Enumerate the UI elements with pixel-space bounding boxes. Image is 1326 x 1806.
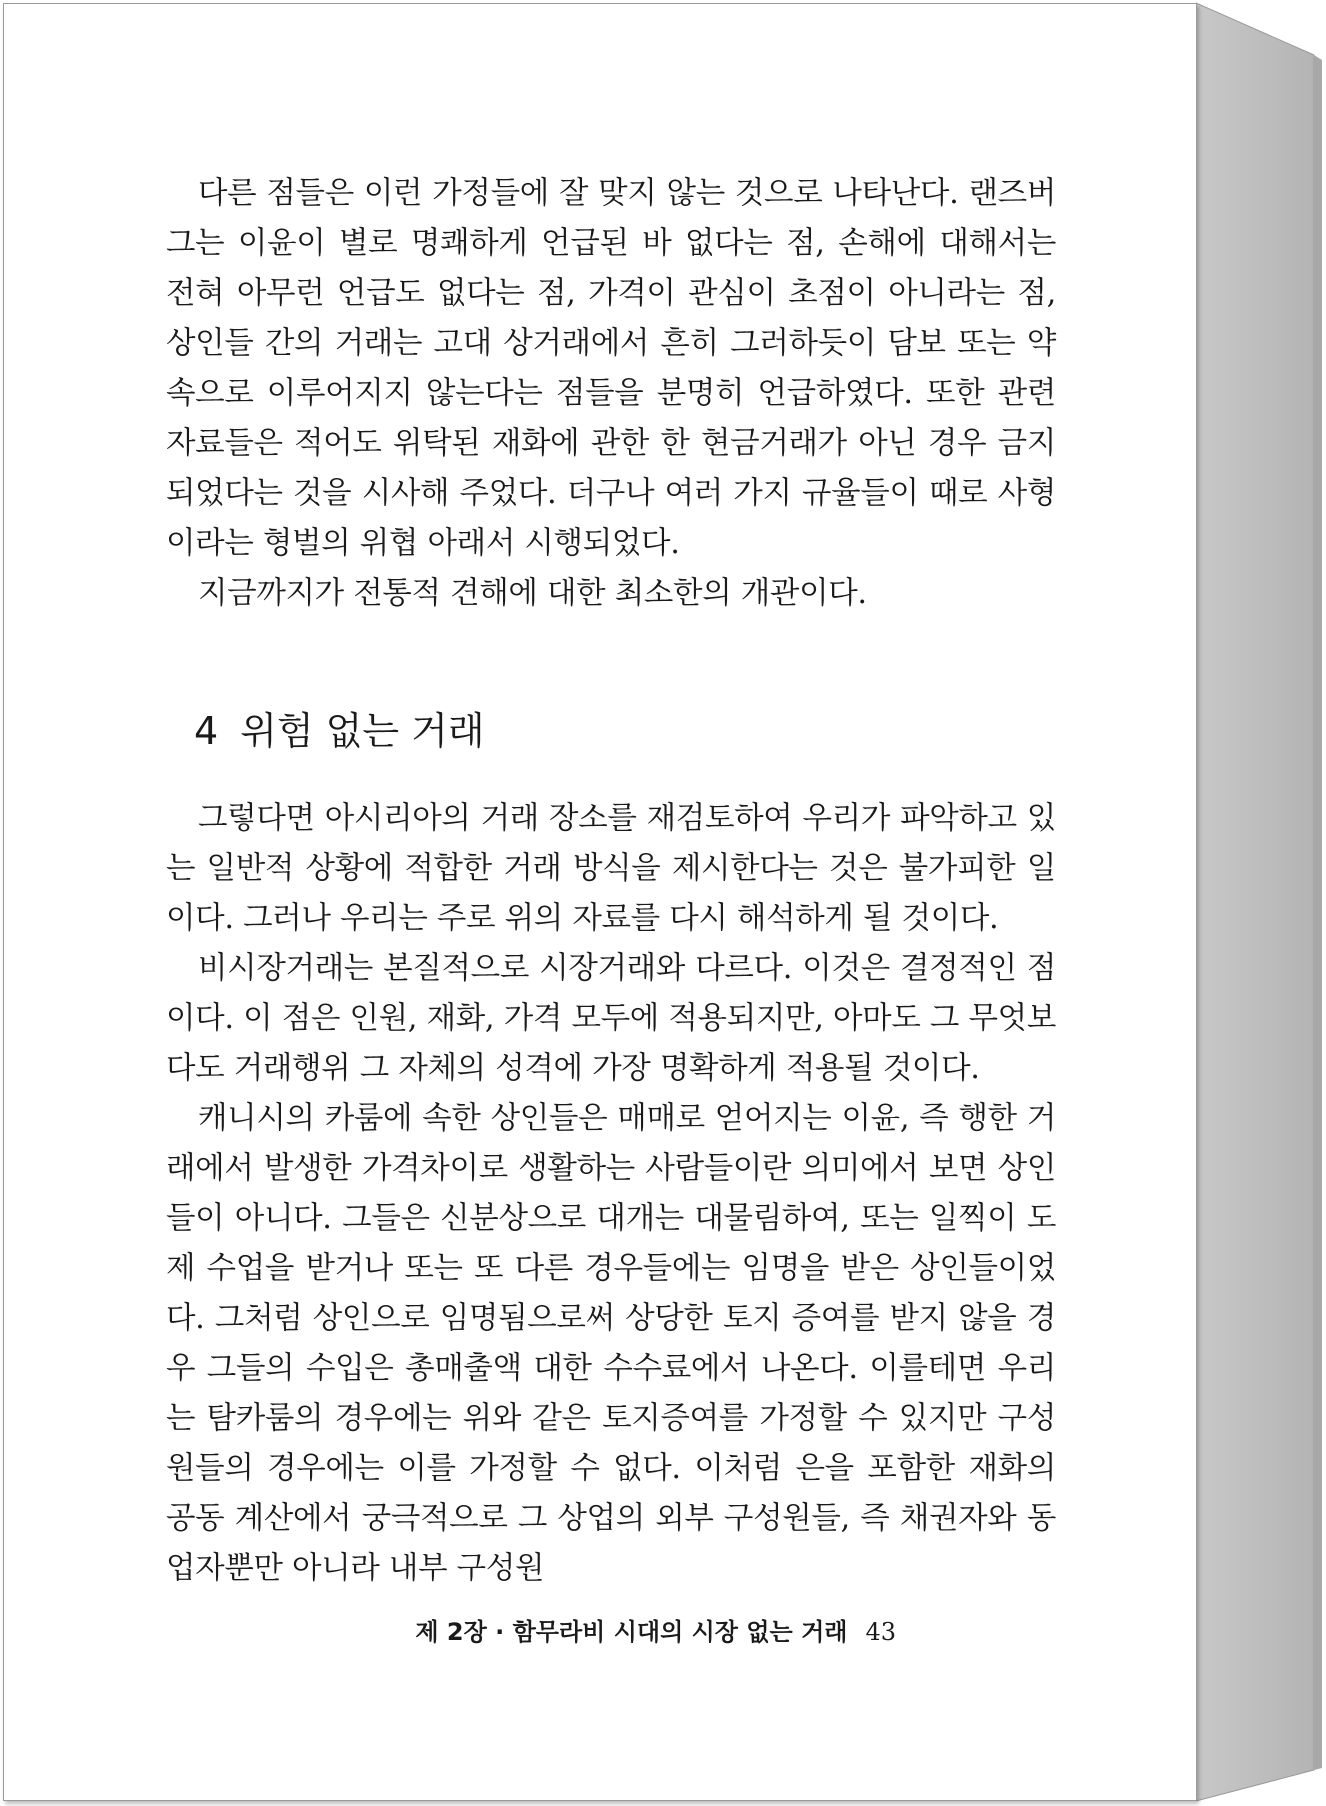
running-head: 제 2장 · 함무라비 시대의 시장 없는 거래 (415, 1618, 848, 1646)
section-heading (194, 706, 485, 756)
paragraph: 다른 점들은 이런 가정들에 잘 맞지 않는 것으로 나타난다. 랜즈버그는 이윤이 별로 명쾌하게 언급된 바 없다는 점, 손해에 대해서는 전혀 아무런 언급도 없다는 점, 가격이 관심이 초점이 아니라는 점, 상인들 간의 거래는 고대 상거래에서 흔히 그러하듯이 담보 또는 약속으로 이루어지지 않는다는 점들을 분명히 언급하였다. 또한 관련 자료들은 적어도 위탁된 재화에 관한 한 현금거래가 아닌 경우 금지되었다는 것을 시사해 주었다. 더구나 여러 가지 규율들이 때로 사형이라는 형벌의 위협 아래서 시행되었다. (166, 176, 1057, 561)
body-text-top (166, 169, 1056, 619)
paragraph: 캐니시의 카룸에 속한 상인들은 매매로 얻어지는 이윤, 즉 행한 거래에서 발생한 가격차이로 생활하는 사람들이란 의미에서 보면 상인들이 아니다. 그들은 신분상으로 대개는 대물림하여, 또는 일찍이 도제 수업을 받거나 또는 또 다른 경우들에는 임명을 받은 상인들이었다. 그처럼 상인으로 임명됨으로써 상당한 토지 증여를 받지 않을 경우 그들의 수입은 총매출액 대한 수수료에서 나온다. 이를테면 우리는 탐카룸의 경우에는 위와 같은 토지증여를 가정할 수 있지만 구성원들의 경우에는 이를 가정할 수 없다. 이처럼 은을 포함한 재화의 공동 계산에서 궁극적으로 그 상업의 외부 구성원들, 즉 채권자와 동업자뿐만 아니라 내부 구성원 (166, 1101, 1056, 1586)
section-number: 4 (194, 709, 219, 753)
paragraph: 그렇다면 아시리아의 거래 장소를 재검토하여 우리가 파악하고 있는 일반적 상황에 적합한 거래 방식을 제시한다는 것은 불가피한 일이다. 그러나 우리는 주로 위의 자료를 다시 해석하게 될 것이다. (166, 801, 1056, 936)
paragraph: 비시장거래는 본질적으로 시장거래와 다르다. 이것은 결정적인 점이다. 이 점은 인원, 재화, 가격 모두에 적용되지만, 아마도 그 무엇보다도 거래행위 그 자체의 성격에 가장 명확하게 적용될 것이다. (166, 951, 1056, 1086)
page-footer (415, 1612, 896, 1652)
body-text-bottom (166, 794, 1056, 1594)
section-title: 위험 없는 거래 (240, 709, 485, 753)
book-thickness-edge (1196, 0, 1326, 1806)
paragraph: 지금까지가 전통적 견해에 대한 최소한의 개관이다. (198, 576, 867, 611)
book-page (3, 3, 1197, 1801)
page-number: 43 (865, 1618, 896, 1646)
